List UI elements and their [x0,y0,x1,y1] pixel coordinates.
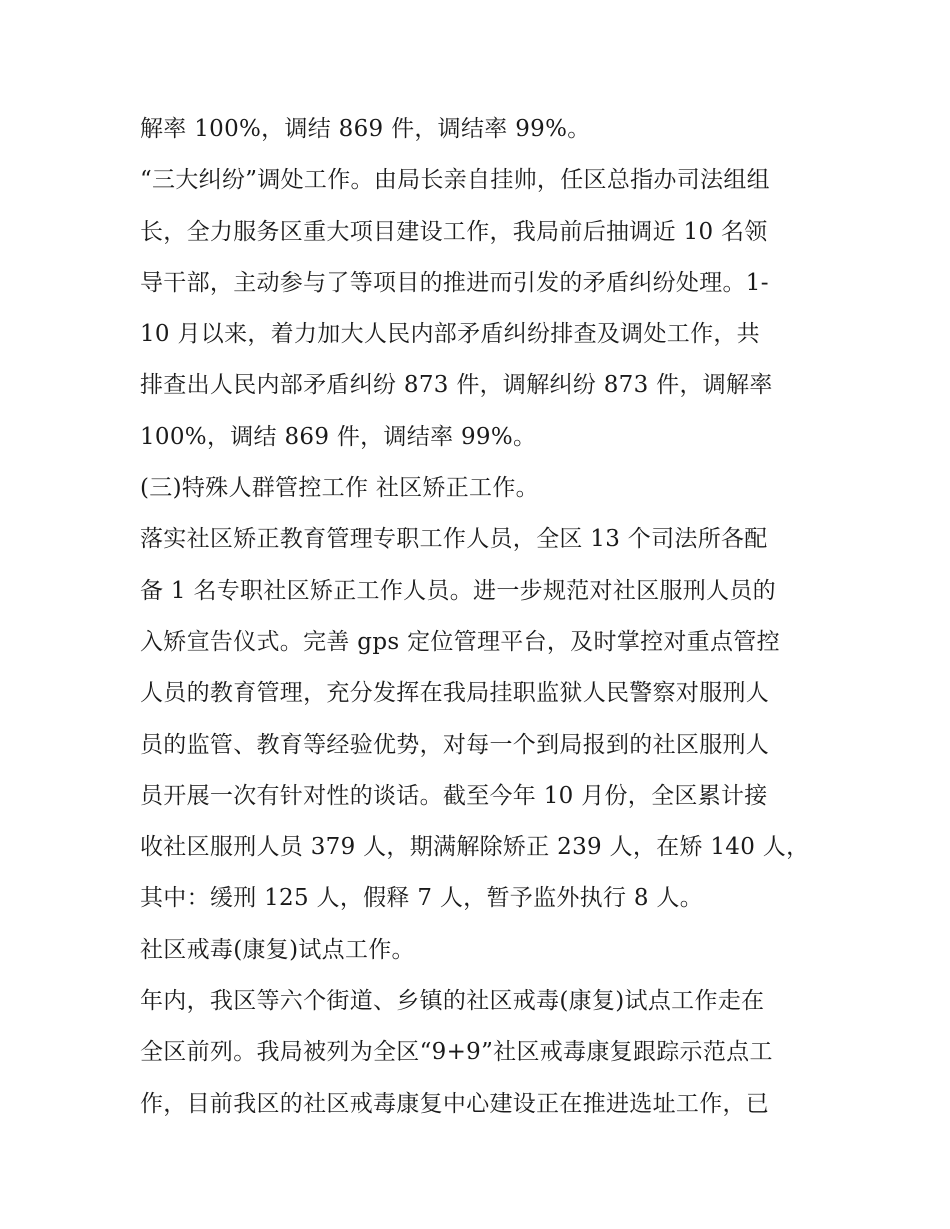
text-line: 全区前列。我局被列为全区“9+9”社区戒毒康复跟踪示范点工 [140,1039,773,1066]
text-line: 年内，我区等六个街道、乡镇的社区戒毒(康复)试点工作走在 [140,988,765,1015]
text-line: 导干部，主动参与了等项目的推进而引发的矛盾纠纷处理。1- [140,269,769,296]
text-line: 排查出人民内部矛盾纠纷 873 件，调解纠纷 873 件，调解率 [140,372,773,399]
text-line: 员开展一次有针对性的谈话。截至今年 10 月份，全区累计接 [140,782,768,809]
section-heading: (三)特殊人群管控工作 社区矫正工作。 [140,475,539,502]
text-line: 作，目前我区的社区戒毒康复中心建设正在推进选址工作，已 [140,1090,770,1117]
text-line: “三大纠纷”调处工作。由局长亲自挂帅，任区总指办司法组组 [140,167,770,194]
text-line: 人员的教育管理，充分发挥在我局挂职监狱人民警察对服刑人 [140,680,770,707]
text-line: 收社区服刑人员 379 人，期满解除矫正 239 人，在矫 140 人， [140,834,810,861]
text-line: 解率 100%，调结 869 件，调结率 99%。 [140,116,591,142]
document-body [140,104,830,1130]
subsection-heading: 社区戒毒(康复)试点工作。 [140,936,415,963]
text-line: 10 月以来，着力加大人民内部矛盾纠纷排查及调处工作，共 [140,321,760,348]
text-line: 备 1 名专职社区矫正工作人员。进一步规范对社区服刑人员的 [140,577,776,604]
text-line: 100%，调结 869 件，调结率 99%。 [140,423,537,450]
text-line: 其中：缓刑 125 人，假释 7 人，暂予监外执行 8 人。 [140,885,704,912]
text-line: 落实社区矫正教育管理专职工作人员，全区 13 个司法所各配 [140,526,768,553]
text-line: 长，全力服务区重大项目建设工作，我局前后抽调近 10 名领 [140,218,768,245]
text-line: 入矫宣告仪式。完善 gps 定位管理平台，及时掌控对重点管控 [140,628,780,655]
text-line: 员的监管、教育等经验优势，对每一个到局报到的社区服刑人 [140,731,770,758]
